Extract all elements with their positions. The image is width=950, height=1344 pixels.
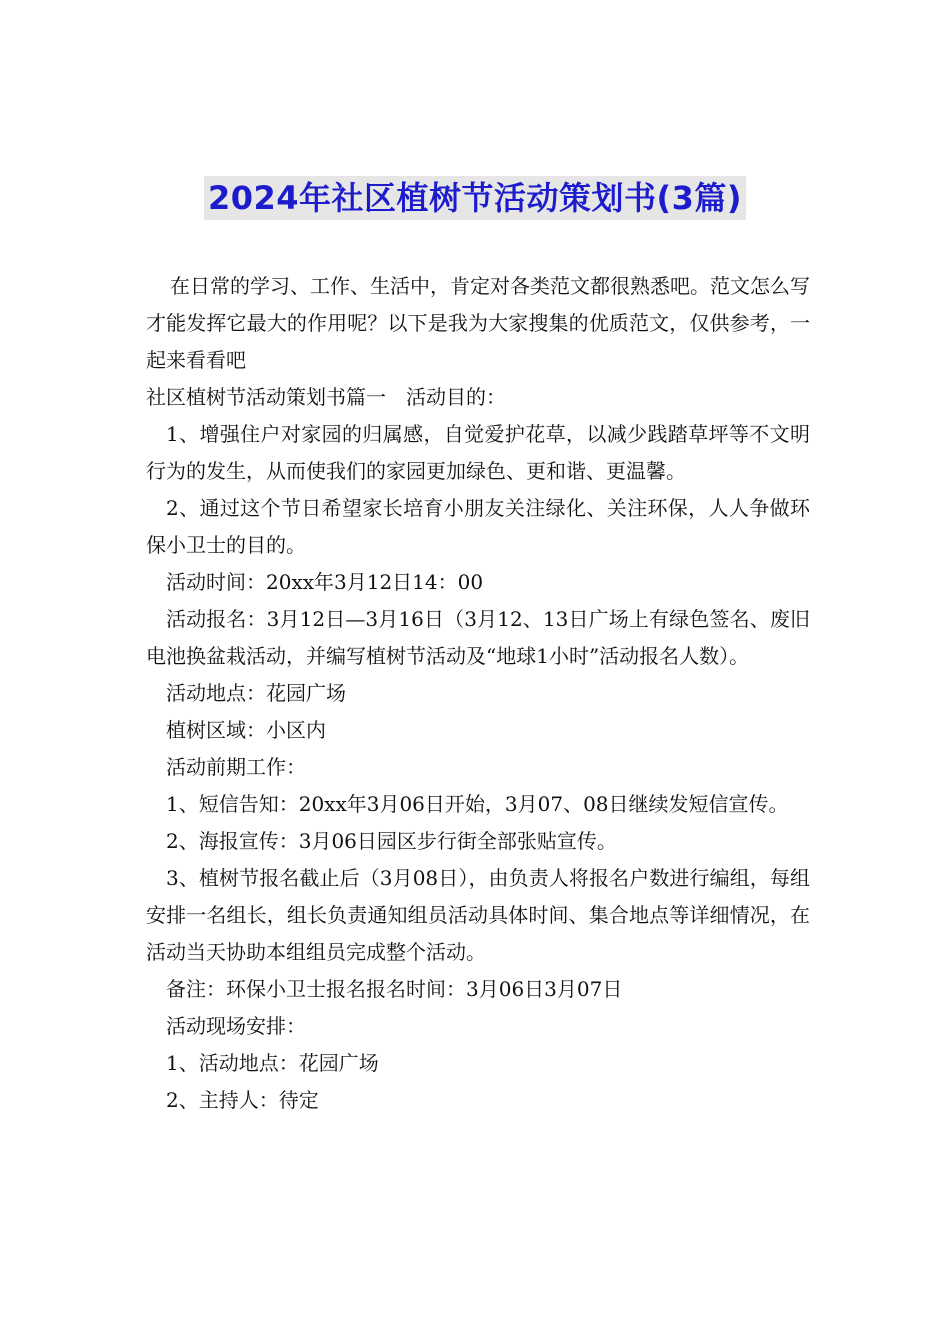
paragraph-goal-1: 1、增强住户对家园的归属感，自觉爱护花草，以减少践踏草坪等不文明行为的发生，从而使我们的家园更加绿色、更和谐、更温馨。 bbox=[146, 422, 810, 483]
document-body bbox=[146, 268, 810, 1119]
paragraph-intro: 在日常的学习、工作、生活中，肯定对各类范文都很熟悉吧。范文怎么写才能发挥它最大的作用呢？以下是我为大家搜集的优质范文，仅供参考，一起来看看吧 bbox=[146, 274, 810, 372]
title-container bbox=[0, 176, 950, 220]
paragraph-onsite-2: 2、主持人：待定 bbox=[166, 1088, 319, 1112]
paragraph-goal-2: 2、通过这个节日希望家长培育小朋友关注绿化、关注环保，人人争做环保小卫士的目的。 bbox=[146, 496, 810, 557]
paragraph-activity-time: 活动时间：20xx年3月12日14：00 bbox=[166, 570, 484, 594]
paragraph-note: 备注：环保小卫士报名报名时间：3月06日3月07日 bbox=[166, 977, 623, 1001]
paragraph-section-heading: 社区植树节活动策划书篇一 活动目的： bbox=[146, 385, 506, 409]
paragraph-prep-3: 3、植树节报名截止后（3月08日），由负责人将报名户数进行编组，每组安排一名组长，组长负责通知组员活动具体时间、集合地点等详细情况，在活动当天协助本组组员完成整个活动。 bbox=[146, 866, 810, 964]
paragraph-activity-location: 活动地点：花园广场 bbox=[166, 681, 346, 705]
paragraph-planting-area: 植树区域：小区内 bbox=[166, 718, 326, 742]
paragraph-prep-heading: 活动前期工作： bbox=[166, 755, 306, 779]
paragraph-onsite-heading: 活动现场安排： bbox=[166, 1014, 306, 1038]
paragraph-onsite-1: 1、活动地点：花园广场 bbox=[166, 1051, 379, 1075]
paragraph-prep-2: 2、海报宣传：3月06日园区步行街全部张贴宣传。 bbox=[166, 829, 617, 853]
paragraph-prep-1: 1、短信告知：20xx年3月06日开始，3月07、08日继续发短信宣传。 bbox=[166, 792, 789, 816]
document-title: 2024年社区植树节活动策划书(3篇) bbox=[204, 176, 746, 220]
paragraph-activity-signup: 活动报名：3月12日—3月16日（3月12、13日广场上有绿色签名、废旧电池换盆栽活动，并编写植树节活动及“地球1小时”活动报名人数）。 bbox=[146, 607, 810, 668]
